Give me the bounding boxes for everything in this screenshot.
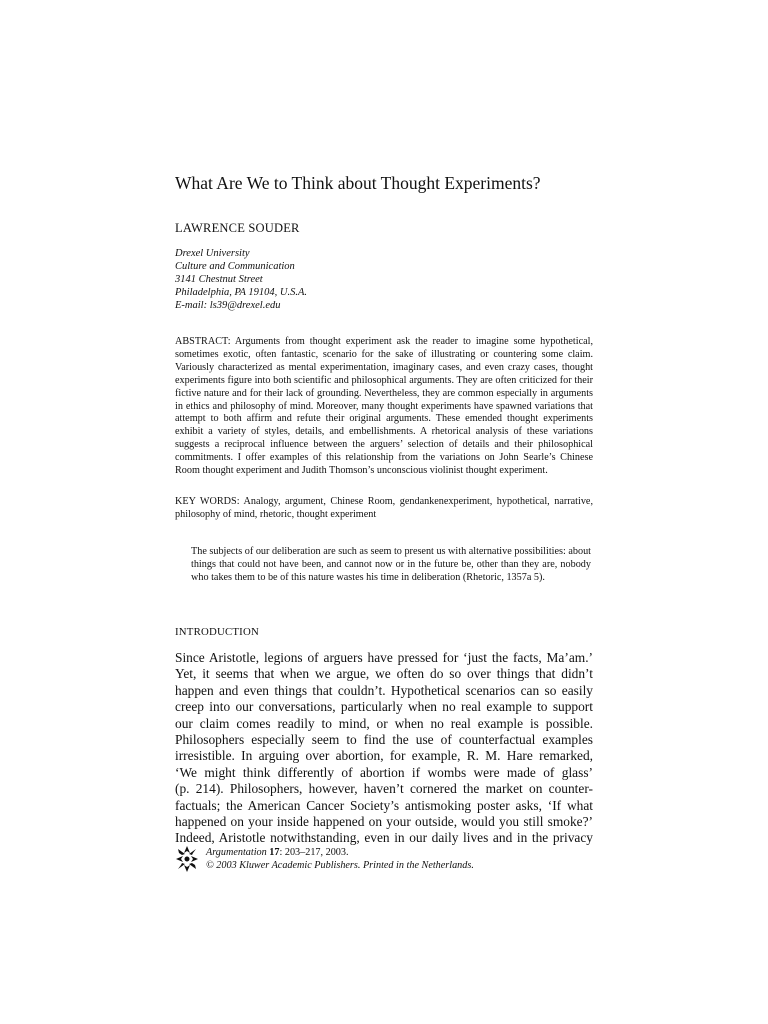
body-line: Indeed, Aristotle notwithstanding, even in our daily lives and in the privacy [175,830,593,846]
paper-title: What Are We to Think about Thought Experiments? [175,173,541,193]
footer-volume: 17 [269,847,280,858]
section-heading: INTRODUCTION [175,626,259,638]
body-line: ‘We might think differently of abortion if wombs were made of glass’ [175,764,593,780]
affiliation-line: Culture and Communication [175,261,295,272]
abstract: ABSTRACT: Arguments from thought experiment ask the reader to imagine some hypothetical, sometimes exotic, often fantastic, scenario for the sake of illustrating or countering some claim. Variously characterized as mental experimentation, imaginary cases, and even crazy cases, thought experiments figure into both scientific and philosophical arguments. They are often criticized for their fictive nature and for their lack of grounding. Nevertheless, they are common especially in arguments in ethics and philosophy of mind. Moreover, many thought experiments have spawned variations that attempt to both affirm and refute their original arguments. These emended thought experiments exhibit a variety of styles, details, and embellishments. A rhetorical analysis of these variations suggests a reciprocal influence between the arguers’ selection of details and their philosophical commitments. I offer examples of this relationship from the variations on John Searle’s Chinese Room thought experiment and Judith Thomson’s unconscious violinist thought experiment. [175,336,593,477]
epigraph-quote: The subjects of our deliberation are such as seem to present us with alternative possibilities: about things that could not have been, and cannot now or in the future be, other than they are, nobody who takes them to be of this nature wastes his time in deliberation (Rhetoric, 1357a 5). [191,546,591,583]
author-name: LAWRENCE SOUDER [175,221,300,235]
body-text [175,650,593,847]
body-line: our claim comes readily to mind, or when no real example is possible. [175,715,593,731]
affiliation-email: E-mail: ls39@drexel.edu [175,300,281,311]
footer-citation [206,847,474,872]
footer-pages: : 203–217, 2003. [279,847,349,858]
body-line: Philosophers especially seem to find the use of counterfactual examples [175,731,593,747]
body-line: factuals; the American Cancer Society’s antismoking poster asks, ‘If what [175,797,593,813]
footer-journal: Argumentation [206,847,267,858]
body-line: creep into our conversations, particularly when no real example to support [175,699,593,715]
affiliation-line: 3141 Chestnut Street [175,274,263,285]
body-line: irresistible. In arguing over abortion, for example, R. M. Hare remarked, [175,748,593,764]
body-line: happen and even things that couldn’t. Hypothetical scenarios can so easily [175,682,593,698]
body-line: happened on your inside happened on your outside, would you still smoke?’ [175,813,593,829]
affiliation-line: Philadelphia, PA 19104, U.S.A. [175,287,308,298]
footer-journal-line [206,847,474,860]
author-affiliation [175,247,307,312]
body-line: (p. 214). Philosophers, however, haven’t cornered the market on counter- [175,781,593,797]
keywords: KEY WORDS: Analogy, argument, Chinese Room, gendankenexperiment, hypothetical, narrative, philosophy of mind, rhetoric, thought experiment [175,496,593,520]
footer-copyright: © 2003 Kluwer Academic Publishers. Printed in the Netherlands. [206,859,474,871]
page-footer [175,845,593,881]
publisher-logo-icon [175,845,199,873]
body-line: Since Aristotle, legions of arguers have pressed for ‘just the facts, Ma’am.’ [175,650,593,665]
body-line: Yet, it seems that when we argue, we often do so over things that didn’t [175,666,593,682]
affiliation-line: Drexel University [175,248,250,259]
